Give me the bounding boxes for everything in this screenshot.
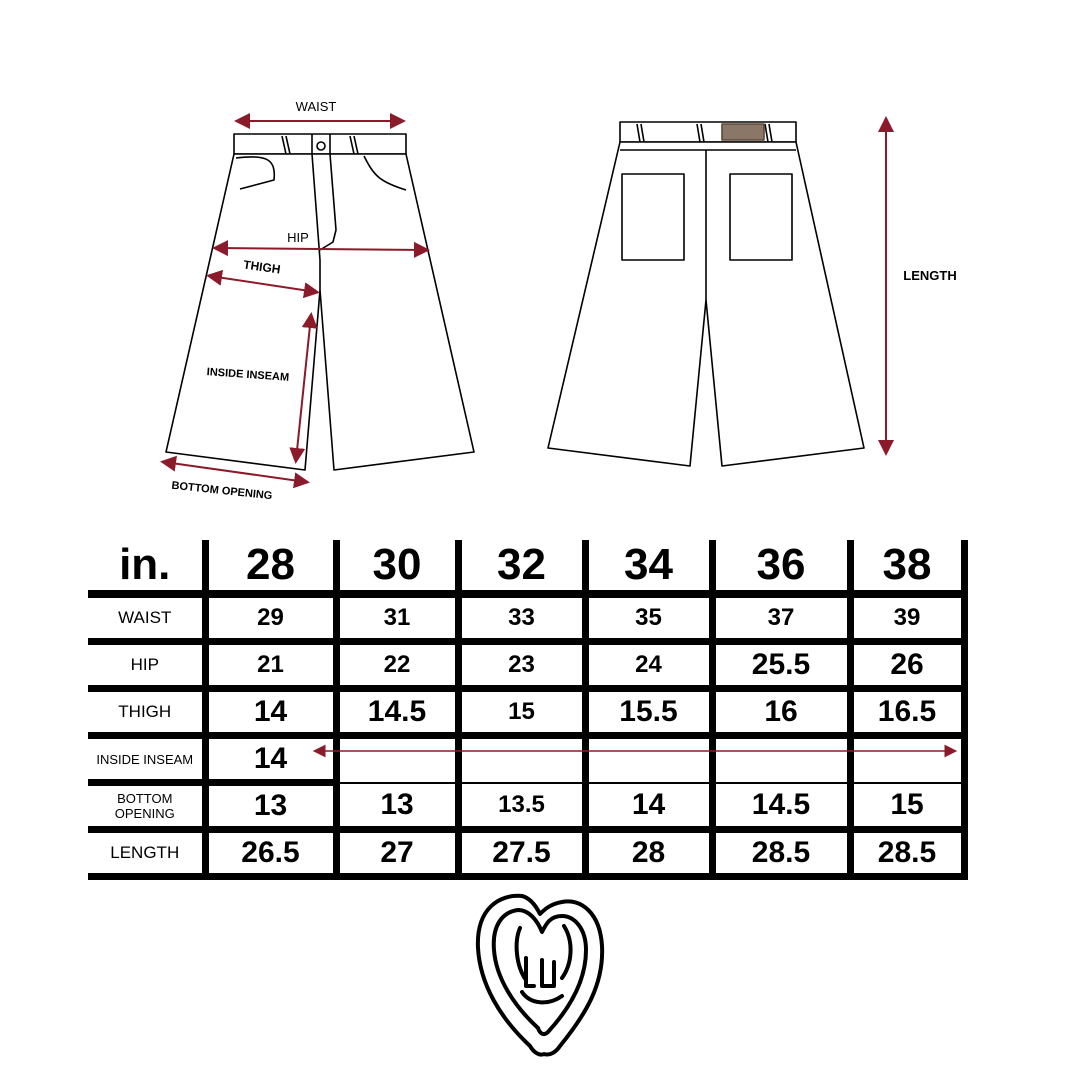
table-cell: 26 bbox=[850, 642, 964, 689]
table-cell: 23 bbox=[458, 642, 585, 689]
unit-label: in. bbox=[88, 540, 205, 594]
table-cell: 14.5 bbox=[712, 783, 850, 830]
size-header: 32 bbox=[458, 540, 585, 594]
table-header-row bbox=[88, 540, 964, 594]
table-row bbox=[88, 594, 964, 642]
size-header: 36 bbox=[712, 540, 850, 594]
table-cell: 29 bbox=[205, 594, 336, 642]
table-cell: 25.5 bbox=[712, 642, 850, 689]
table-cell: 22 bbox=[336, 642, 458, 689]
table-cell-empty bbox=[712, 736, 850, 783]
table-row bbox=[88, 689, 964, 736]
table-cell: 16 bbox=[712, 689, 850, 736]
inseam-span-arrow bbox=[310, 744, 960, 758]
bottom-opening-label: BOTTOM OPENING bbox=[170, 479, 273, 503]
size-header: 38 bbox=[850, 540, 964, 594]
size-header: 30 bbox=[336, 540, 458, 594]
row-label: THIGH bbox=[88, 689, 205, 736]
table-cell: 14 bbox=[205, 689, 336, 736]
table-row bbox=[88, 830, 964, 877]
table-cell: 26.5 bbox=[205, 830, 336, 877]
table-cell: 37 bbox=[712, 594, 850, 642]
table-cell-empty bbox=[850, 736, 964, 783]
row-label: INSIDE INSEAM bbox=[88, 736, 205, 783]
table-cell: 27 bbox=[336, 830, 458, 877]
waist-label: WAIST bbox=[295, 99, 337, 114]
table-cell: 39 bbox=[850, 594, 964, 642]
measurement-diagram bbox=[0, 0, 1080, 520]
table-cell: 28 bbox=[585, 830, 712, 877]
table-cell: 15.5 bbox=[585, 689, 712, 736]
back-shorts-drawing bbox=[548, 122, 864, 466]
thigh-label: THIGH bbox=[242, 257, 282, 277]
hip-label: HIP bbox=[287, 230, 309, 245]
table-cell: 33 bbox=[458, 594, 585, 642]
table-cell: 14 bbox=[205, 736, 336, 783]
heart-logo-icon bbox=[470, 888, 610, 1063]
table-cell: 35 bbox=[585, 594, 712, 642]
size-chart-table bbox=[88, 540, 968, 880]
table-cell: 14 bbox=[585, 783, 712, 830]
row-label: LENGTH bbox=[88, 830, 205, 877]
size-header: 28 bbox=[205, 540, 336, 594]
row-label: WAIST bbox=[88, 594, 205, 642]
table-row bbox=[88, 783, 964, 830]
row-label: BOTTOM OPENING bbox=[88, 783, 205, 830]
table-cell-empty bbox=[458, 736, 585, 783]
table-cell: 15 bbox=[458, 689, 585, 736]
table-cell: 14.5 bbox=[336, 689, 458, 736]
table-cell: 13 bbox=[205, 783, 336, 830]
table-cell: 15 bbox=[850, 783, 964, 830]
table-cell: 28.5 bbox=[850, 830, 964, 877]
size-header: 34 bbox=[585, 540, 712, 594]
front-shorts-drawing bbox=[166, 134, 474, 470]
table-row bbox=[88, 642, 964, 689]
table-cell-empty bbox=[336, 736, 458, 783]
table-cell: 27.5 bbox=[458, 830, 585, 877]
table-cell: 31 bbox=[336, 594, 458, 642]
table-row bbox=[88, 736, 964, 783]
table-cell: 24 bbox=[585, 642, 712, 689]
row-label: HIP bbox=[88, 642, 205, 689]
table-cell-empty bbox=[585, 736, 712, 783]
length-label: LENGTH bbox=[903, 268, 957, 283]
inside-inseam-label: INSIDE INSEAM bbox=[206, 366, 290, 384]
table-cell: 28.5 bbox=[712, 830, 850, 877]
table-cell: 16.5 bbox=[850, 689, 964, 736]
table-cell: 21 bbox=[205, 642, 336, 689]
table-cell: 13 bbox=[336, 783, 458, 830]
table-cell: 13.5 bbox=[458, 783, 585, 830]
